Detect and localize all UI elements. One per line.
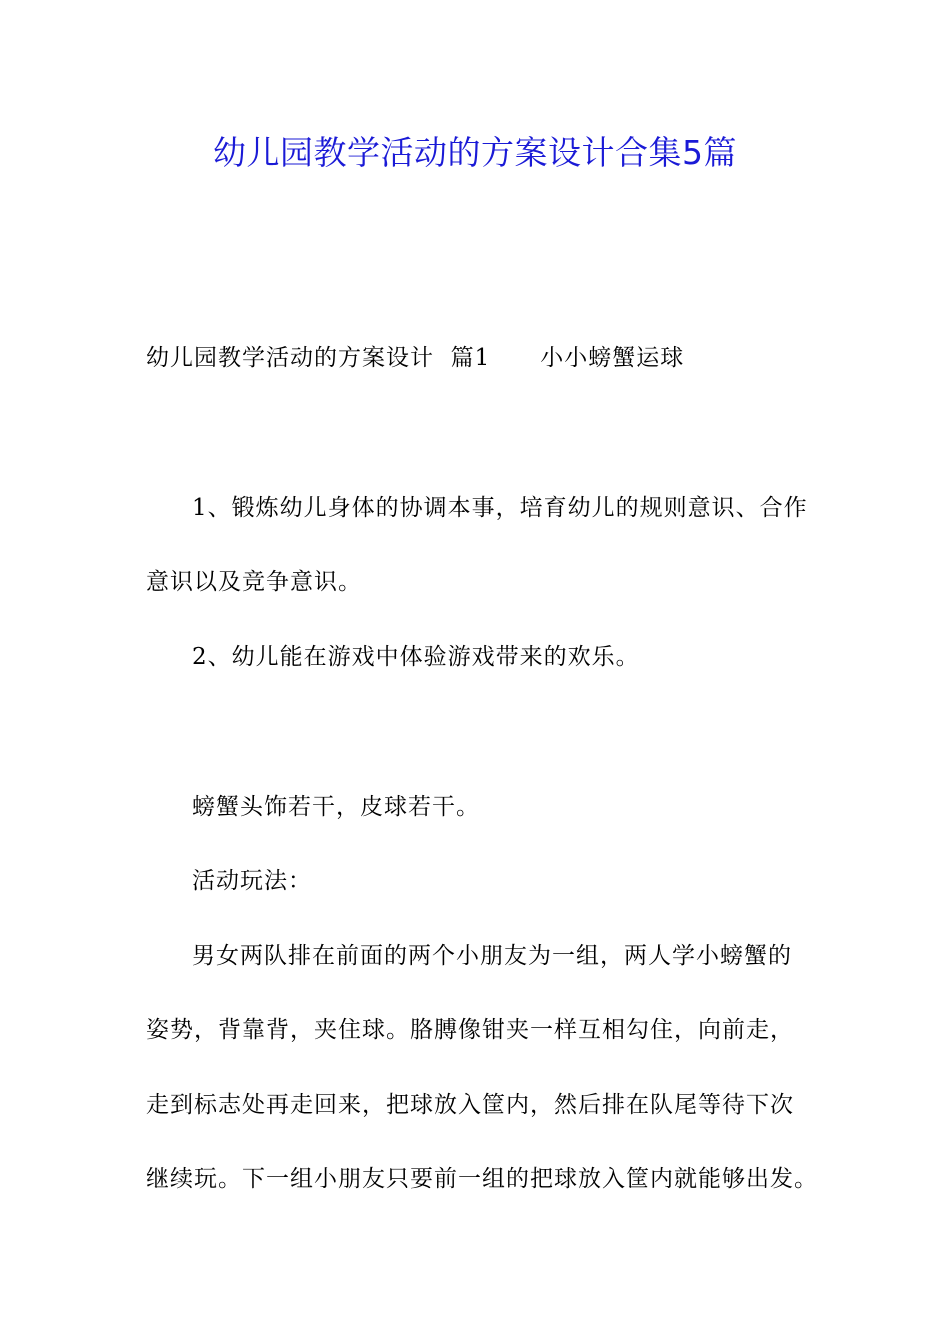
gameplay-line-3: 走到标志处再走回来，把球放入筐内，然后排在队尾等待下次: [146, 1092, 794, 1118]
gameplay-line-4: 继续玩。下一组小朋友只要前一组的把球放入筐内就能够出发。: [146, 1166, 818, 1192]
gameplay-line-2: 姿势，背靠背，夹住球。胳膊像钳夹一样互相勾住，向前走，: [146, 1017, 794, 1043]
goal-line-2: 意识以及竞争意识。: [146, 569, 362, 595]
gameplay-line-1: 男女两队排在前面的两个小朋友为一组，两人学小螃蟹的: [192, 943, 792, 969]
gameplay-label: 活动玩法：: [192, 868, 312, 894]
document-title: 幼儿园教学活动的方案设计合集5篇: [213, 133, 737, 172]
materials-text: 螃蟹头饰若干，皮球若干。: [192, 794, 480, 820]
goal-line-1: 1、锻炼幼儿身体的协调本事，培育幼儿的规则意识、合作: [192, 495, 808, 521]
section-heading-text: 幼儿园教学活动的方案设计 篇1: [146, 345, 491, 371]
goal-line-3: 2、幼儿能在游戏中体验游戏带来的欢乐。: [192, 644, 640, 670]
section-subtitle: 小小螃蟹运球: [540, 345, 685, 371]
section-heading: [146, 341, 684, 375]
